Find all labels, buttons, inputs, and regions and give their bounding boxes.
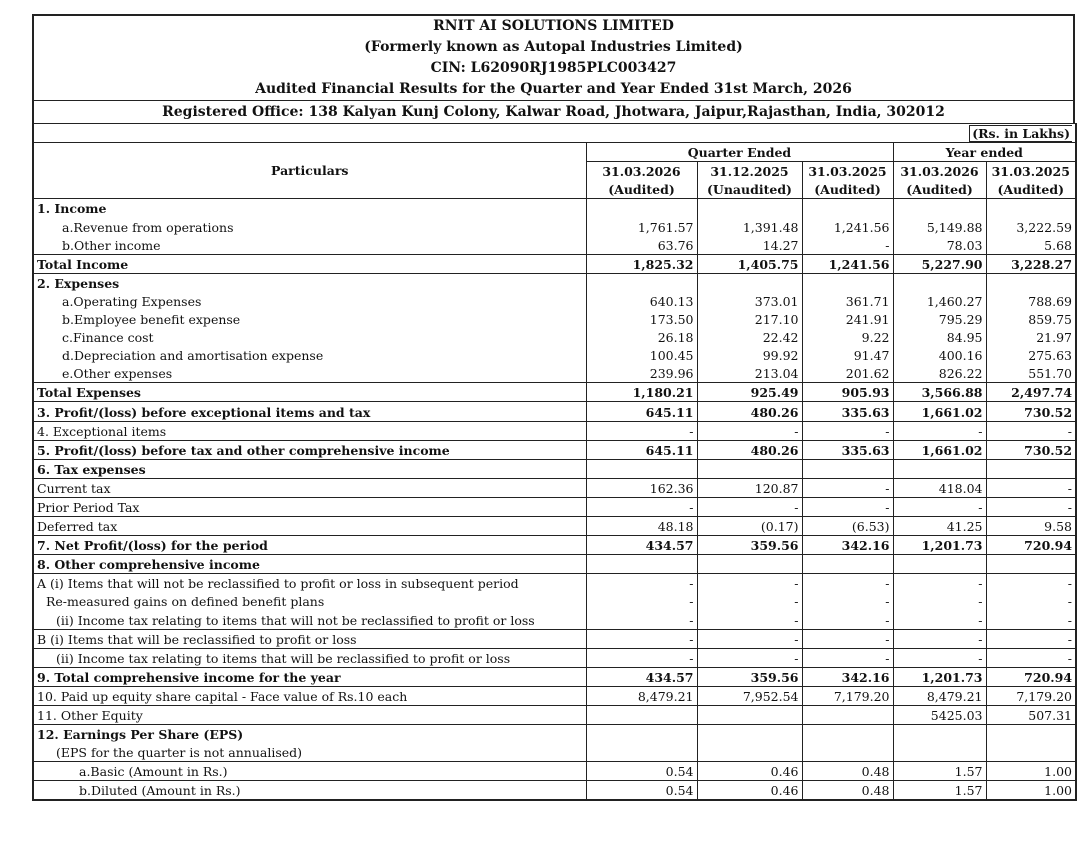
row-value xyxy=(697,199,802,218)
row-value xyxy=(893,459,986,478)
row-value xyxy=(802,705,893,724)
column-status-2: (Unaudited) xyxy=(697,180,802,199)
row-label: 8. Other comprehensive income xyxy=(33,555,586,574)
table-row xyxy=(33,516,1076,535)
row-value: 0.46 xyxy=(697,781,802,801)
row-value: - xyxy=(697,610,802,629)
row-value xyxy=(586,725,697,744)
row-value: 173.50 xyxy=(586,310,697,328)
row-label: Prior Period Tax xyxy=(33,497,586,516)
table-row xyxy=(33,781,1076,801)
row-label: 3. Profit/(loss) before exceptional items and tax xyxy=(33,402,586,421)
row-value: 795.29 xyxy=(893,310,986,328)
row-value xyxy=(893,725,986,744)
quarter-ended-header: Quarter Ended xyxy=(586,143,893,162)
row-value: - xyxy=(802,421,893,440)
row-value: 551.70 xyxy=(986,364,1076,383)
row-value: 418.04 xyxy=(893,478,986,497)
table-row xyxy=(33,383,1076,402)
row-value: 859.75 xyxy=(986,310,1076,328)
column-date-3: 31.03.2025 xyxy=(802,162,893,181)
table-row xyxy=(33,648,1076,667)
row-value: 1,391.48 xyxy=(697,217,802,235)
row-value xyxy=(586,199,697,218)
row-value: - xyxy=(697,421,802,440)
row-value: 480.26 xyxy=(697,440,802,459)
row-value: - xyxy=(697,497,802,516)
row-label: b.Diluted (Amount in Rs.) xyxy=(33,781,586,801)
row-label: 4. Exceptional items xyxy=(33,421,586,440)
row-value: 5425.03 xyxy=(893,705,986,724)
row-value: 1,405.75 xyxy=(697,254,802,273)
row-value: 5,227.90 xyxy=(893,254,986,273)
row-value: 0.54 xyxy=(586,762,697,781)
row-value: 8,479.21 xyxy=(586,686,697,705)
table-row xyxy=(33,592,1076,610)
row-value: - xyxy=(986,478,1076,497)
cin-number: CIN: L62090RJ1985PLC003427 xyxy=(430,60,677,76)
row-value: 48.18 xyxy=(586,516,697,535)
row-label: 11. Other Equity xyxy=(33,705,586,724)
row-value: 335.63 xyxy=(802,440,893,459)
row-value: 100.45 xyxy=(586,346,697,364)
row-value: - xyxy=(893,629,986,648)
row-value: - xyxy=(986,592,1076,610)
row-value: 0.48 xyxy=(802,781,893,801)
row-label: 1. Income xyxy=(33,199,586,218)
row-value: 925.49 xyxy=(697,383,802,402)
row-value xyxy=(697,555,802,574)
financial-results-document xyxy=(32,14,1075,801)
row-value: - xyxy=(893,497,986,516)
row-value: 730.52 xyxy=(986,440,1076,459)
table-row xyxy=(33,217,1076,235)
column-status-1: (Audited) xyxy=(586,180,697,199)
row-value: 3,228.27 xyxy=(986,254,1076,273)
row-value: 9.58 xyxy=(986,516,1076,535)
table-row xyxy=(33,402,1076,421)
row-value: 788.69 xyxy=(986,292,1076,310)
row-label: 10. Paid up equity share capital - Face value of Rs.10 each xyxy=(33,686,586,705)
row-value: - xyxy=(986,574,1076,593)
row-label: 12. Earnings Per Share (EPS) xyxy=(33,725,586,744)
row-value xyxy=(697,743,802,762)
row-value: - xyxy=(586,610,697,629)
row-value xyxy=(802,199,893,218)
row-value: - xyxy=(986,629,1076,648)
row-value: 162.36 xyxy=(586,478,697,497)
table-row xyxy=(33,273,1076,292)
row-value: 84.95 xyxy=(893,328,986,346)
row-value: 1,825.32 xyxy=(586,254,697,273)
row-value: 21.97 xyxy=(986,328,1076,346)
row-value: 7,179.20 xyxy=(986,686,1076,705)
row-label: 5. Profit/(loss) before tax and other comprehensive income xyxy=(33,440,586,459)
row-value: 78.03 xyxy=(893,236,986,255)
row-value xyxy=(802,459,893,478)
row-value xyxy=(893,199,986,218)
results-title: Audited Financial Results for the Quarter and Year Ended 31st March, 2026 xyxy=(255,81,852,97)
registered-office: Registered Office: 138 Kalyan Kunj Colony, Kalwar Road, Jhotwara, Jaipur,Rajasthan, India, 302012 xyxy=(32,100,1075,123)
row-value: 826.22 xyxy=(893,364,986,383)
row-value: 22.42 xyxy=(697,328,802,346)
table-row xyxy=(33,667,1076,686)
row-value: 434.57 xyxy=(586,536,697,555)
table-row xyxy=(33,440,1076,459)
row-value: 1,761.57 xyxy=(586,217,697,235)
row-value: - xyxy=(802,574,893,593)
row-value: 0.46 xyxy=(697,762,802,781)
row-value xyxy=(586,743,697,762)
row-label: Total Expenses xyxy=(33,383,586,402)
table-row xyxy=(33,629,1076,648)
table-row xyxy=(33,610,1076,629)
table-row xyxy=(33,199,1076,218)
table-row xyxy=(33,478,1076,497)
row-value: - xyxy=(802,478,893,497)
table-row xyxy=(33,364,1076,383)
row-value xyxy=(986,725,1076,744)
row-value: 645.11 xyxy=(586,440,697,459)
row-value: 0.54 xyxy=(586,781,697,801)
row-value: 3,222.59 xyxy=(986,217,1076,235)
row-label: c.Finance cost xyxy=(33,328,586,346)
row-value: 1,180.21 xyxy=(586,383,697,402)
row-value: 8,479.21 xyxy=(893,686,986,705)
row-value: 99.92 xyxy=(697,346,802,364)
row-value: 120.87 xyxy=(697,478,802,497)
row-value: 2,497.74 xyxy=(986,383,1076,402)
row-value xyxy=(586,459,697,478)
row-value: - xyxy=(586,648,697,667)
row-value: 241.91 xyxy=(802,310,893,328)
row-value: 213.04 xyxy=(697,364,802,383)
row-value xyxy=(893,743,986,762)
row-value: - xyxy=(586,592,697,610)
row-value xyxy=(586,705,697,724)
table-row xyxy=(33,762,1076,781)
row-label: a.Basic (Amount in Rs.) xyxy=(33,762,586,781)
row-value: - xyxy=(802,610,893,629)
column-status-4: (Audited) xyxy=(893,180,986,199)
row-value: - xyxy=(697,629,802,648)
row-value: - xyxy=(586,497,697,516)
table-row xyxy=(33,328,1076,346)
table-row xyxy=(33,536,1076,555)
row-value: 342.16 xyxy=(802,536,893,555)
row-value: - xyxy=(586,574,697,593)
row-value: 434.57 xyxy=(586,667,697,686)
row-value: 645.11 xyxy=(586,402,697,421)
row-value: 41.25 xyxy=(893,516,986,535)
row-value: - xyxy=(802,497,893,516)
row-value: - xyxy=(697,592,802,610)
row-value xyxy=(802,743,893,762)
row-value: 201.62 xyxy=(802,364,893,383)
row-value: 1,241.56 xyxy=(802,254,893,273)
row-value: 91.47 xyxy=(802,346,893,364)
column-date-2: 31.12.2025 xyxy=(697,162,802,181)
table-row xyxy=(33,574,1076,593)
row-label: (EPS for the quarter is not annualised) xyxy=(33,743,586,762)
row-value xyxy=(697,705,802,724)
row-value xyxy=(586,273,697,292)
row-label: a.Operating Expenses xyxy=(33,292,586,310)
row-label: B (i) Items that will be reclassified to profit or loss xyxy=(33,629,586,648)
row-value: 373.01 xyxy=(697,292,802,310)
table-row xyxy=(33,725,1076,744)
row-value: 730.52 xyxy=(986,402,1076,421)
row-value: 342.16 xyxy=(802,667,893,686)
row-value: (0.17) xyxy=(697,516,802,535)
unit-note: (Rs. in Lakhs) xyxy=(893,124,1076,143)
row-value: 335.63 xyxy=(802,402,893,421)
row-label: e.Other expenses xyxy=(33,364,586,383)
row-value: 1,201.73 xyxy=(893,536,986,555)
row-value: - xyxy=(986,648,1076,667)
table-row xyxy=(33,497,1076,516)
row-value: 720.94 xyxy=(986,667,1076,686)
row-value xyxy=(697,273,802,292)
row-value: 905.93 xyxy=(802,383,893,402)
row-label: Deferred tax xyxy=(33,516,586,535)
year-ended-header: Year ended xyxy=(893,143,1076,162)
row-value: 359.56 xyxy=(697,536,802,555)
row-value: - xyxy=(986,610,1076,629)
row-value: 14.27 xyxy=(697,236,802,255)
column-date-5: 31.03.2025 xyxy=(986,162,1076,181)
row-value: 5.68 xyxy=(986,236,1076,255)
table-row xyxy=(33,705,1076,724)
row-value: 359.56 xyxy=(697,667,802,686)
row-label: (ii) Income tax relating to items that will be reclassified to profit or loss xyxy=(33,648,586,667)
row-value: 9.22 xyxy=(802,328,893,346)
row-value xyxy=(986,273,1076,292)
row-label: Current tax xyxy=(33,478,586,497)
table-row xyxy=(33,555,1076,574)
row-value: 217.10 xyxy=(697,310,802,328)
row-value xyxy=(802,273,893,292)
row-value xyxy=(893,555,986,574)
row-value: - xyxy=(893,610,986,629)
row-label: A (i) Items that will not be reclassified to profit or loss in subsequent period xyxy=(33,574,586,593)
row-value: 275.63 xyxy=(986,346,1076,364)
row-value: - xyxy=(986,421,1076,440)
row-value: 1.57 xyxy=(893,762,986,781)
row-label: d.Depreciation and amortisation expense xyxy=(33,346,586,364)
row-value xyxy=(986,743,1076,762)
row-value: 1.00 xyxy=(986,781,1076,801)
row-value: 400.16 xyxy=(893,346,986,364)
table-row xyxy=(33,254,1076,273)
particulars-header: Particulars xyxy=(33,143,586,199)
table-row xyxy=(33,686,1076,705)
row-value xyxy=(802,555,893,574)
row-value: 0.48 xyxy=(802,762,893,781)
row-label: (ii) Income tax relating to items that will not be reclassified to profit or loss xyxy=(33,610,586,629)
row-label: Re-measured gains on defined benefit plans xyxy=(33,592,586,610)
table-row xyxy=(33,236,1076,255)
row-value xyxy=(802,725,893,744)
column-date-1: 31.03.2026 xyxy=(586,162,697,181)
row-value xyxy=(986,459,1076,478)
row-value: 1.00 xyxy=(986,762,1076,781)
row-value: 3,566.88 xyxy=(893,383,986,402)
row-label: 6. Tax expenses xyxy=(33,459,586,478)
row-value: (6.53) xyxy=(802,516,893,535)
row-value: - xyxy=(697,648,802,667)
column-date-4: 31.03.2026 xyxy=(893,162,986,181)
row-value: - xyxy=(893,574,986,593)
row-value: 507.31 xyxy=(986,705,1076,724)
table-row xyxy=(33,743,1076,762)
row-value: 640.13 xyxy=(586,292,697,310)
row-label: 2. Expenses xyxy=(33,273,586,292)
row-value: 361.71 xyxy=(802,292,893,310)
row-label: 9. Total comprehensive income for the year xyxy=(33,667,586,686)
row-value: - xyxy=(586,629,697,648)
row-value: 1.57 xyxy=(893,781,986,801)
row-value: - xyxy=(802,629,893,648)
row-value: 1,460.27 xyxy=(893,292,986,310)
column-status-3: (Audited) xyxy=(802,180,893,199)
row-value xyxy=(893,273,986,292)
row-value: 7,179.20 xyxy=(802,686,893,705)
row-value: - xyxy=(893,592,986,610)
row-value: 5,149.88 xyxy=(893,217,986,235)
table-row xyxy=(33,459,1076,478)
row-value: - xyxy=(893,648,986,667)
table-row xyxy=(33,310,1076,328)
row-label: b.Employee benefit expense xyxy=(33,310,586,328)
row-label: a.Revenue from operations xyxy=(33,217,586,235)
row-value: 1,661.02 xyxy=(893,402,986,421)
table-row xyxy=(33,346,1076,364)
row-value: - xyxy=(802,236,893,255)
row-value: 26.18 xyxy=(586,328,697,346)
document-header xyxy=(32,14,1075,100)
row-value: - xyxy=(802,648,893,667)
row-value: 480.26 xyxy=(697,402,802,421)
row-label: 7. Net Profit/(loss) for the period xyxy=(33,536,586,555)
results-table xyxy=(32,123,1077,801)
company-name: RNIT AI SOLUTIONS LIMITED xyxy=(433,18,674,34)
former-name: (Formerly known as Autopal Industries Limited) xyxy=(364,39,743,55)
row-value: 1,201.73 xyxy=(893,667,986,686)
row-value: - xyxy=(697,574,802,593)
table-row xyxy=(33,421,1076,440)
row-value: - xyxy=(893,421,986,440)
row-value xyxy=(697,725,802,744)
row-value: - xyxy=(802,592,893,610)
row-value: 239.96 xyxy=(586,364,697,383)
row-value: - xyxy=(586,421,697,440)
row-value: 7,952.54 xyxy=(697,686,802,705)
table-row xyxy=(33,292,1076,310)
row-value: 63.76 xyxy=(586,236,697,255)
row-value xyxy=(986,555,1076,574)
row-value xyxy=(986,199,1076,218)
row-label: b.Other income xyxy=(33,236,586,255)
row-value xyxy=(586,555,697,574)
column-status-5: (Audited) xyxy=(986,180,1076,199)
row-value: 720.94 xyxy=(986,536,1076,555)
row-value: 1,661.02 xyxy=(893,440,986,459)
row-value: 1,241.56 xyxy=(802,217,893,235)
row-label: Total Income xyxy=(33,254,586,273)
row-value: - xyxy=(986,497,1076,516)
row-value xyxy=(697,459,802,478)
